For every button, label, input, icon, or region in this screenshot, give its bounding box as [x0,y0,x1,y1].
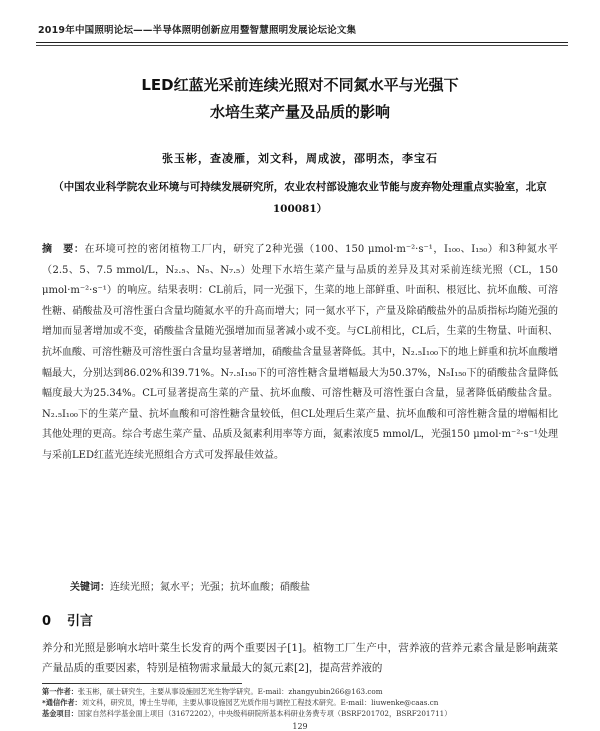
paper-title-line-1: LED红蓝光采前连续光照对不同氮水平与光强下 [141,76,459,94]
abstract [42,240,558,467]
footnote-corresponding-author: *通信作者：刘文科，研究员，博士生导师，主要从事设施园艺光质作用与调控工程技术研究。E-mail：liuwenke@caas.cn [42,698,439,707]
keywords-label: 关键词： [70,582,110,593]
page-number: 129 [292,722,308,731]
footnotes [42,686,562,719]
abstract-label: 摘 要： [42,244,85,255]
footnote-first-author: 第一作者：张玉彬，硕士研究生，主要从事设施园艺光生物学研究。E-mail：zhangyubin266@163.com [42,687,383,696]
header-rule-thin [36,45,568,46]
section-number: 0 [42,614,52,629]
abstract-text: 在环境可控的密闭植物工厂内，研究了2种光强（100、150 μmol·m⁻²·s⁻¹，I₁₀₀、I₁₅₀）和3种氮水平（2.5、5、7.5 mmol/L，N₂.₅、N₅、N₇.₅）处理下水培生菜产量与品质的差异及其对采前连续光照（CL，150 μmol·m⁻²·s⁻¹）的响应。结果表明：CL前后，同一光强下，生菜的地上部鲜重、叶面积、根冠比、抗坏血酸、可溶性糖、硝酸盐及可溶性蛋白含量均随氮水平的升高而增大；同一氮水平下，产量及除硝酸盐外的品质指标均随光强的增加而显著增加或不变，硝酸盐含量随光强增加而显著减小或不变。与CL前相比，CL后，生菜的生物量、叶面积、抗坏血酸、可溶性糖及可溶性蛋白含量均显著增加，硝酸盐含量显著降低。其中，N₂.₅I₁₀₀下的地上鲜重和抗坏血酸增幅最大，分别达到86.02%和39.71%。N₇.₅I₁₅₀下的可溶性糖含量增幅最大为50.37%，N₅I₁₅₀下的硝酸盐含量降低幅度最大为25.34%。CL可显著提高生菜的产量、抗坏血酸、可溶性糖及可溶性蛋白含量，显著降低硝酸盐含量。N₂.₅I₁₀₀下的生菜产量、抗坏血酸和可溶性糖含量较低，但CL处理后生菜产量、抗坏血酸和可溶性糖含量的增幅相比其他处理的更高。综合考虑生菜产量、品质及氮素利用率等方面，氮素浓度5 mmol/L，光强150 μmol·m⁻²·s⁻¹处理与采前LED红蓝光连续光照组合方式可发挥最佳效益。 [42,244,559,461]
affiliation: （中国农业科学院农业环境与可持续发展研究所，农业农村部设施农业节能与废弃物处理重点实验室，北京 100081） [53,181,547,215]
keywords [70,578,560,593]
running-header: 2019年中国照明论坛——半导体照明创新应用暨智慧照明发展论坛论文集 [38,25,357,36]
paper-title-line-2: 水培生菜产量及品质的影响 [209,103,390,121]
section-heading [42,610,93,629]
footnote-funding: 基金项目：国家自然科学基金面上项目（31672202），中央级科研院所基本科研业务费专项（BSRF201702，BSRF201711） [42,709,452,718]
intro-paragraph: 养分和光照是影响水培叶菜生长发育的两个重要因子[1]。植物工厂生产中，营养液的营养元素含量是影响蔬菜产量品质的重要因素，特别是植物需求量最大的氮元素[2]，提高营养液的 [42,642,558,674]
header-rule [36,42,568,43]
footnote-rule [42,683,242,684]
author-list: 张玉彬，查凌雁，刘文科，周成波，邵明杰，李宝石 [162,152,438,165]
keywords-text: 连续光照；氮水平；光强；抗坏血酸；硝酸盐 [110,582,310,593]
section-title: 引言 [67,614,94,629]
